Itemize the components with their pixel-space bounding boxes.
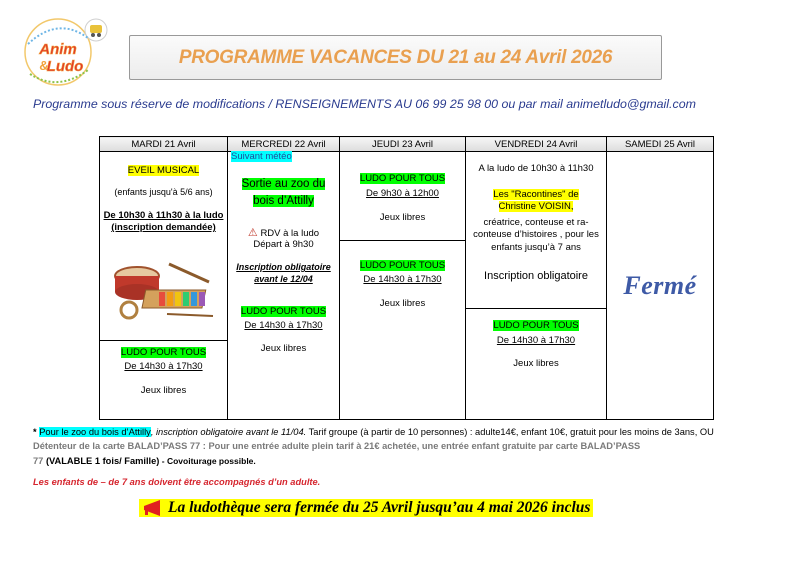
table-row xyxy=(100,152,714,420)
wednesday-departure: Départ à 9h30 xyxy=(253,239,314,250)
thursday-ludo-2: LUDO POUR TOUS xyxy=(359,260,446,271)
logo-brand-2: Ludo xyxy=(46,58,84,75)
cell-saturday xyxy=(607,152,714,420)
footnote-zoo-rest: , inscription obligatoire avant le 11/04. xyxy=(150,427,307,437)
friday-description: créatrice, conteuse et ra-conteuse d’histoires , pour les enfants jusqu’à 7 ans xyxy=(473,217,599,253)
friday-event: Les "Racontines" de Christine VOISIN, xyxy=(493,189,579,213)
footnote-zoo-highlight: Pour le zoo du bois d’Attilly xyxy=(39,427,151,437)
cell-wednesday xyxy=(228,152,340,420)
tuesday-age: (enfants jusqu'à 5/6 ans) xyxy=(114,187,213,197)
footnote-balad: Détenteur de la carte BALAD’PASS 77 : Pour une entrée adulte plein tarif à 21€ achetée, une entrée enfant gratuite par carte BALAD’PASS xyxy=(33,441,641,452)
wednesday-outing: Sortie au zoo du bois d’Attilly xyxy=(241,178,326,207)
cell-tuesday xyxy=(100,152,228,420)
table-header-row xyxy=(100,137,714,152)
wednesday-ludo-time: De 14h30 à 17h30 xyxy=(244,320,323,331)
day-header-friday: VENDREDI 24 Avril xyxy=(466,137,607,152)
friday-morning: A la ludo de 10h30 à 11h30 xyxy=(478,163,594,174)
svg-text:Anim xyxy=(38,41,77,58)
day-header-wednesday: MERCREDI 22 Avril xyxy=(228,137,340,152)
tuesday-ludo: LUDO POUR TOUS xyxy=(120,347,207,358)
friday-ludo-time: De 14h30 à 17h30 xyxy=(496,335,576,346)
friday-ludo: LUDO POUR TOUS xyxy=(493,320,579,331)
svg-text:Ludo xyxy=(47,58,84,75)
wednesday-registration: Inscription obligatoire avant le 12/04 xyxy=(236,262,331,284)
program-table xyxy=(99,136,714,420)
children-note: Les enfants de – de 7 ans doivent être accompagnés d’un adulte. xyxy=(33,477,321,487)
logo-brand-1: Anim xyxy=(39,41,77,58)
day-header-saturday: SAMEDI 25 Avril xyxy=(607,137,714,152)
wednesday-games: Jeux libres xyxy=(260,343,307,354)
tuesday-ludo-time: De 14h30 à 17h30 xyxy=(124,361,203,372)
cell-friday xyxy=(466,152,607,420)
logo-brand-amp: & xyxy=(39,58,49,73)
title-box xyxy=(129,35,662,80)
thursday-games-1: Jeux libres xyxy=(379,212,426,223)
thursday-time-1: De 9h30 à 12h00 xyxy=(366,188,439,199)
thursday-ludo-1: LUDO POUR TOUS xyxy=(359,173,446,184)
wednesday-weather: Suivant météo xyxy=(231,151,292,162)
footnote-star: * xyxy=(33,427,40,437)
footnote-covoiturage: - Covoiturage possible. xyxy=(159,455,256,466)
tuesday-activity: EVEIL MUSICAL xyxy=(127,165,200,176)
closing-notice: La ludothèque sera fermée du 25 Avril jusqu’au 4 mai 2026 inclus xyxy=(168,499,591,516)
friday-registration: Inscription obligatoire xyxy=(484,270,588,282)
warning-icon: ⚠ xyxy=(247,227,258,239)
logo-graphic xyxy=(18,14,110,88)
tuesday-divider xyxy=(99,340,227,341)
megaphone-icon xyxy=(142,500,162,516)
day-header-tuesday: MARDI 21 Avril xyxy=(100,137,228,152)
wednesday-ludo: LUDO POUR TOUS xyxy=(240,306,327,317)
instruments-image xyxy=(109,256,221,322)
footnote xyxy=(33,425,785,468)
friday-games: Jeux libres xyxy=(513,358,559,369)
footnote-valable-prefix: 77 xyxy=(33,455,46,466)
subtitle-contact: Programme sous réserve de modifications / RENSEIGNEMENTS AU 06 99 25 98 00 ou par mail animetludo@gmail.com xyxy=(33,97,696,111)
cell-thursday xyxy=(340,152,466,420)
tuesday-time: De 10h30 à 11h30 à la ludo (inscription demandée) xyxy=(103,210,224,234)
day-header-thursday: JEUDI 23 Avril xyxy=(340,137,466,152)
tuesday-games: Jeux libres xyxy=(140,385,187,396)
thursday-games-2: Jeux libres xyxy=(379,298,426,309)
logo xyxy=(18,14,110,88)
footnote-valable: (VALABLE 1 fois/ Famille) xyxy=(45,455,160,466)
page-title: PROGRAMME VACANCES DU 21 au 24 Avril 2026 xyxy=(178,46,613,68)
thursday-time-2: De 14h30 à 17h30 xyxy=(363,274,442,285)
closing-notice-box xyxy=(139,499,593,517)
saturday-closed: Fermé xyxy=(623,270,697,300)
footnote-tarif: Tarif groupe (à partir de 10 personnes) : adulte14€, enfant 10€, gratuit pour les moins de 3ans, OU xyxy=(306,427,714,437)
wednesday-meeting: RDV à la ludo xyxy=(260,228,320,239)
